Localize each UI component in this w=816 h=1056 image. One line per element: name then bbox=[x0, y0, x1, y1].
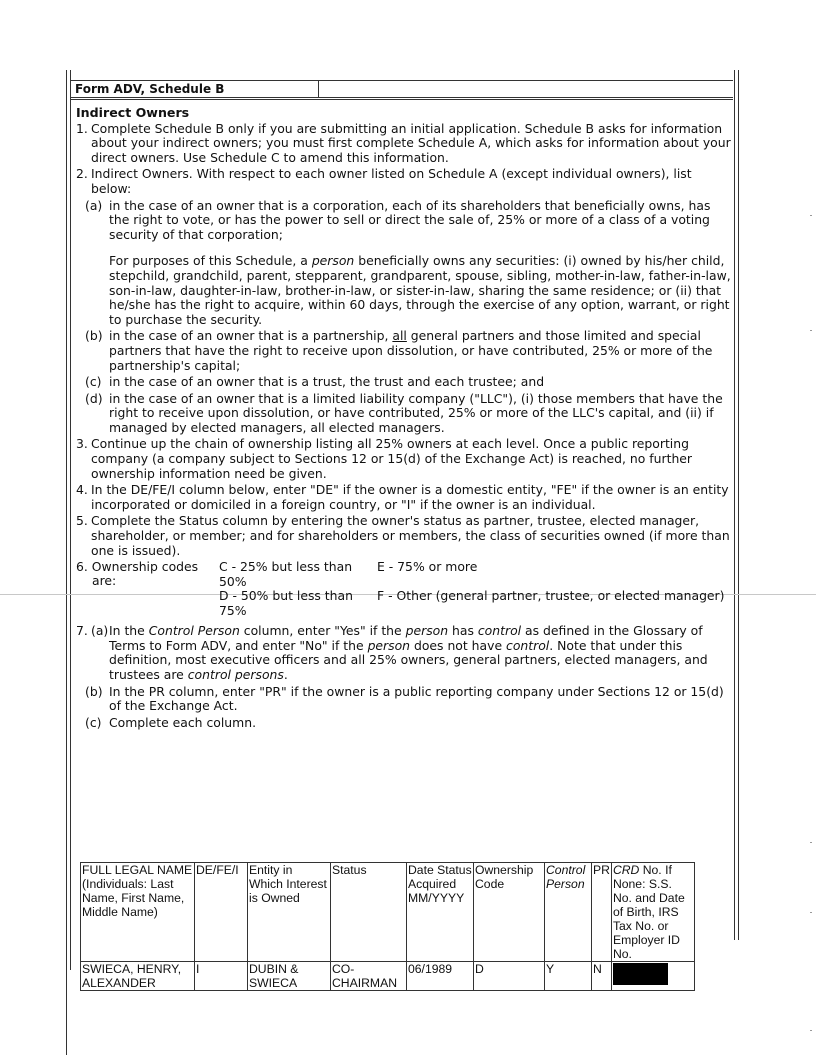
redaction-block bbox=[613, 963, 668, 985]
defined-term: control bbox=[506, 637, 550, 653]
item-number: 5. bbox=[76, 513, 88, 529]
sub-label: (d) bbox=[85, 390, 103, 406]
sub-label: (a) bbox=[85, 197, 103, 213]
cell-crd bbox=[611, 962, 694, 991]
item-number: 6. bbox=[76, 559, 88, 575]
instruction-2 bbox=[76, 167, 731, 196]
codes-lead: Ownership codes bbox=[91, 559, 199, 575]
item-number: 4. bbox=[76, 482, 88, 498]
sub-text: in the case of an owner that is a trust, the trust and each trustee; and bbox=[109, 374, 545, 390]
section-title: Indirect Owners bbox=[76, 105, 190, 120]
indirect-owners-table bbox=[80, 862, 695, 991]
sub-text: column, enter "Yes" if the bbox=[239, 623, 406, 639]
form-header bbox=[71, 80, 733, 98]
instruction-6-ownership-codes bbox=[76, 560, 731, 622]
instruction-7a bbox=[76, 624, 731, 682]
col-header-date: Date Status Acquired MM/YYYY bbox=[407, 863, 474, 962]
edge-mark bbox=[810, 330, 812, 331]
defined-term: person bbox=[311, 253, 355, 269]
col-header-name: FULL LEGAL NAME (Individuals: Last Name, First Name, Middle Name) bbox=[81, 863, 195, 962]
table-row bbox=[81, 962, 695, 991]
cell-pr: N bbox=[592, 962, 612, 991]
note-text: beneficially owns any securities: (i) owned by his/her child, stepchild, grandchild, parent, stepparent, grandparent, spouse, sibling, mother-in-law, father-in-law, son-in-law, daughter-in-law, brother-in-law, or sister-in-law, sharing the same residence; or (ii) that he/she has the right to acquire, within 60 days, through the exercise of any option, warrant, or right to purchase the security. bbox=[109, 253, 731, 327]
item-text: Complete Schedule B only if you are submitting an initial application. Schedule B asks for information about your indirect owners; you must first complete Schedule A, which asks for information about your direct owners. Use Schedule C to amend this information. bbox=[91, 120, 731, 165]
edge-mark bbox=[810, 1030, 812, 1031]
sub-label: (b) bbox=[85, 683, 103, 699]
instruction-7b bbox=[76, 685, 731, 714]
instruction-7a-body bbox=[91, 624, 731, 682]
page-border-left-outer bbox=[66, 70, 67, 1055]
item-text: In the DE/FE/I column below, enter "DE" if the owner is a domestic entity, "FE" if the owner is an entity incorporated or domiciled in a foreign country, or "I" if the owner is an individual. bbox=[91, 482, 729, 512]
header-divider bbox=[318, 81, 319, 97]
sub-text: In the bbox=[109, 623, 149, 639]
col-header-entity: Entity in Which Interest is Owned bbox=[248, 863, 331, 962]
col-header-control-person: Control Person bbox=[545, 863, 592, 962]
underlined-term: all bbox=[392, 328, 407, 344]
instruction-5 bbox=[76, 514, 731, 558]
col-header-pr: PR bbox=[592, 863, 612, 962]
edge-mark bbox=[810, 842, 812, 843]
item-number: 1. bbox=[76, 120, 88, 136]
instruction-2a-note bbox=[76, 254, 731, 327]
page-border-right-outer bbox=[738, 70, 739, 940]
col-header-crd bbox=[611, 863, 694, 962]
instruction-2c bbox=[76, 375, 731, 390]
code-d: D - 50% but less than 75% bbox=[219, 588, 353, 618]
instruction-3 bbox=[76, 437, 731, 481]
col-header-ownership-code: Ownership Code bbox=[474, 863, 545, 962]
edge-mark bbox=[810, 215, 812, 216]
defined-term: person bbox=[367, 637, 411, 653]
sub-label: (c) bbox=[85, 374, 102, 390]
sub-text: in the case of an owner that is a partnership, bbox=[109, 328, 393, 344]
note-text: For purposes of this Schedule, a bbox=[109, 253, 312, 269]
section-rule bbox=[71, 99, 733, 100]
item-text: Continue up the chain of ownership listing all 25% owners at each level. Once a public reporting company (a company subject to Sections 12 or 15(d) of the Exchange Act) is reached, no further ownership information need be given. bbox=[91, 436, 693, 481]
defined-term: Control Person bbox=[148, 623, 240, 639]
cell-status: CO-CHAIRMAN bbox=[331, 962, 407, 991]
codes-lead-2: are: bbox=[92, 573, 117, 589]
cell-ownership-code: D bbox=[474, 962, 545, 991]
sub-text: does not have bbox=[410, 637, 507, 653]
instruction-7c bbox=[76, 716, 731, 731]
instruction-1 bbox=[76, 122, 731, 166]
sub-text: general partners and those limited and special partners that have the right to receive upon dissolution, or have contributed, 25% or more of the partnership's capital; bbox=[109, 328, 713, 373]
cell-date: 06/1989 bbox=[407, 962, 474, 991]
item-number: 3. bbox=[76, 436, 88, 452]
instruction-4 bbox=[76, 483, 731, 512]
item-text: Complete the Status column by entering the owner's status as partner, trustee, elected manager, shareholder, or member; and for shareholders or members, the class of securities owned (if more than one is issued). bbox=[91, 513, 730, 558]
sub-text: . Note that under this definition, most executive officers and all 25% owners, general partners, elected managers, and trustees are bbox=[109, 637, 708, 682]
cell-name: SWIECA, HENRY, ALEXANDER bbox=[81, 962, 195, 991]
instruction-2b bbox=[76, 329, 731, 373]
sub-label: (c) bbox=[85, 714, 102, 730]
cell-defei: I bbox=[195, 962, 248, 991]
sub-text: in the case of an owner that is a limited liability company ("LLC"), (i) those members that have the right to receive upon dissolution, or have contributed, 25% or more of the LLC's capital, and (ii) if managed by elected managers, all elected managers. bbox=[109, 390, 723, 435]
page-border-left-inner bbox=[70, 70, 71, 970]
code-e: E - 75% or more bbox=[377, 559, 478, 575]
cell-entity: DUBIN & SWIECA bbox=[248, 962, 331, 991]
item-text: Indirect Owners. With respect to each owner listed on Schedule A (except individual owners), list below: bbox=[91, 166, 692, 196]
sub-label: (a) bbox=[91, 623, 109, 639]
table-header-row bbox=[81, 863, 695, 962]
code-f: F - Other (general partner, trustee, or elected manager) bbox=[377, 588, 725, 604]
sub-text: has bbox=[448, 623, 478, 639]
crd-term: CRD bbox=[612, 863, 640, 877]
defined-term: control bbox=[477, 623, 522, 639]
crd-description: No. If None: S.S. No. and Date of Birth, IRS Tax No. or Employer ID No. bbox=[612, 863, 685, 961]
sub-text: . bbox=[283, 667, 288, 682]
form-title: Form ADV, Schedule B bbox=[75, 82, 225, 96]
code-c: C - 25% but less than 50% bbox=[219, 559, 353, 589]
col-header-status: Status bbox=[331, 863, 407, 962]
sub-text: in the case of an owner that is a corporation, each of its shareholders that beneficially owns, has the right to vote, or has the power to sell or direct the sale of, 25% or more of a class of a voting security of that corporation; bbox=[109, 197, 711, 242]
item-number: 7. bbox=[76, 623, 88, 639]
col-header-defei: DE/FE/I bbox=[195, 863, 248, 962]
item-number: 2. bbox=[76, 166, 88, 182]
sub-label: (b) bbox=[85, 328, 103, 344]
page-border-right-inner bbox=[734, 70, 735, 940]
sub-text: In the PR column, enter "PR" if the owner is a public reporting company under Sections 12 or 15(d) of the Exchange Act. bbox=[109, 683, 724, 714]
edge-mark bbox=[810, 912, 812, 913]
cell-control-person: Y bbox=[545, 962, 592, 991]
instruction-2a bbox=[76, 199, 731, 243]
instruction-2d bbox=[76, 392, 731, 436]
sub-text: Complete each column. bbox=[109, 714, 257, 730]
instructions bbox=[76, 104, 731, 732]
defined-term: person bbox=[405, 623, 449, 639]
sub-text: as defined in the Glossary of Terms to Form ADV, and enter "No" if the bbox=[109, 623, 703, 653]
defined-term: control persons bbox=[187, 667, 284, 682]
